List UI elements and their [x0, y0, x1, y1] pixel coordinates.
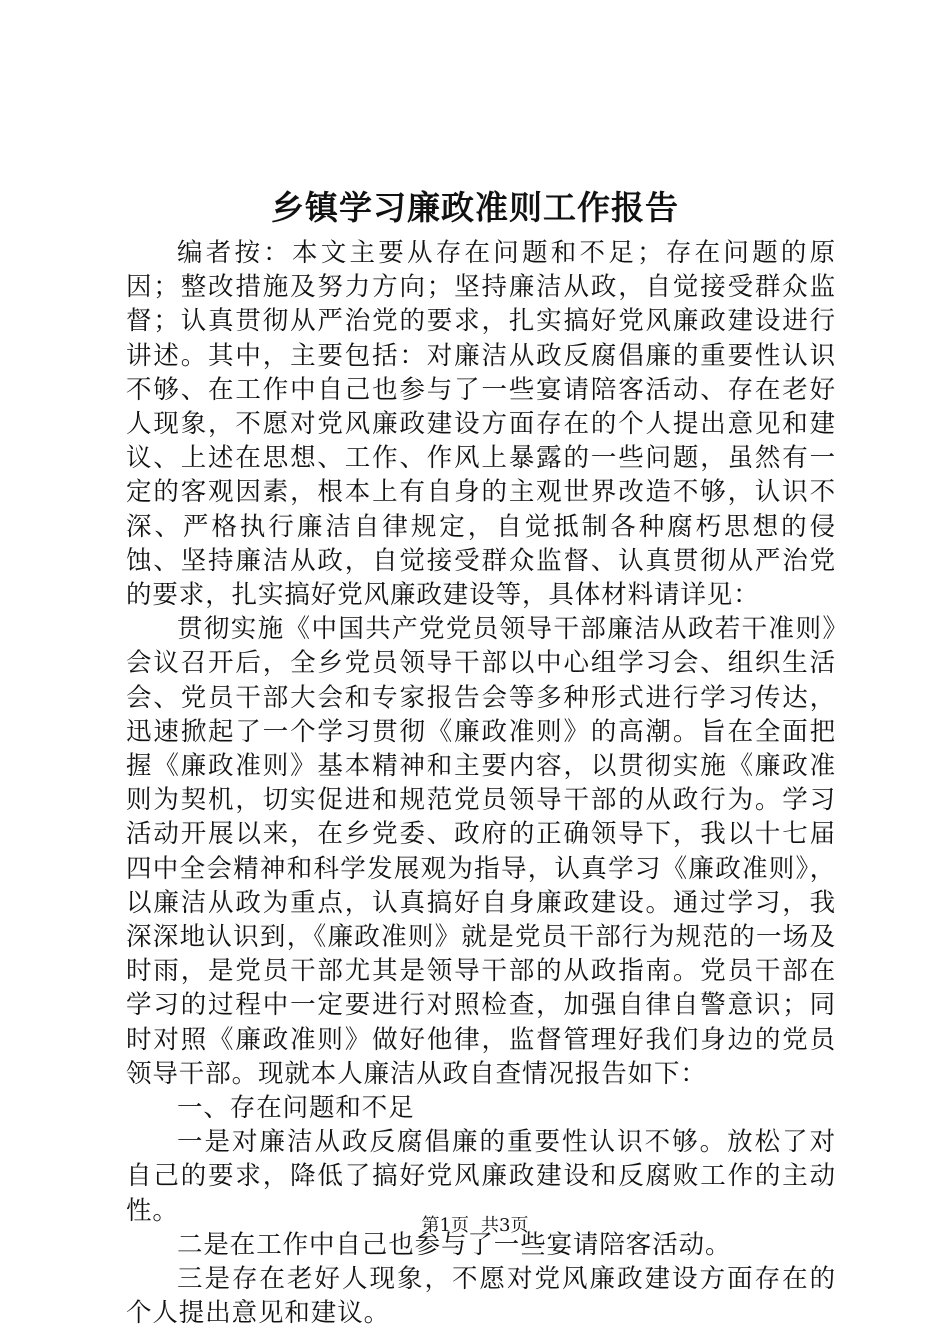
- page-number: 第1页: [421, 1215, 469, 1236]
- document-body: [126, 236, 836, 1331]
- editor-note-paragraph: 编者按：本文主要从存在问题和不足；存在问题的原因；整改措施及努力方向；坚持廉洁从政，自觉接受群众监督；认真贯彻从严治党的要求，扎实搞好党风廉政建设进行讲述。其中，主要包括：对廉洁从政反腐倡廉的重要性认识不够、在工作中自己也参与了一些宴请陪客活动、存在老好人现象，不愿对党风廉政建设方面存在的个人提出意见和建议、上述在思想、工作、作风上暴露的一些问题，虽然有一定的客观因素，根本上有自身的主观世界改造不够，认识不深、严格执行廉洁自律规定，自觉抵制各种腐朽思想的侵蚀、坚持廉洁从政，自觉接受群众监督、认真贯彻从严治党的要求，扎实搞好党风廉政建设等，具体材料请详见：: [126, 238, 836, 611]
- page-footer: [0, 1214, 950, 1238]
- body-paragraph: 贯彻实施《中国共产党党员领导干部廉洁从政若干准则》会议召开后，全乡党员领导干部以中心组学习会、组织生活会、党员干部大会和专家报告会等多种形式进行学习传达，迅速掀起了一个学习贯彻《廉政准则》的高潮。旨在全面把握《廉政准则》基本精神和主要内容，以贯彻实施《廉政准则为契机，切实促进和规范党员领导干部的从政行为。学习活动开展以来，在乡党委、政府的正确领导下，我以十七届四中全会精神和科学发展观为指导，认真学习《廉政准则》，以廉洁从政为重点，认真搞好自身廉政建设。通过学习，我深深地认识到，《廉政准则》就是党员干部行为规范的一场及时雨，是党员干部尤其是领导干部的从政指南。党员干部在学习的过程中一定要进行对照检查，加强自律自警意识；同时对照《廉政准则》做好他律，监督管理好我们身边的党员领导干部。现就本人廉洁从政自查情况报告如下：: [126, 614, 836, 1089]
- body-paragraph: 一是对廉洁从政反腐倡廉的重要性认识不够。放松了对自己的要求，降低了搞好党风廉政建设和反腐败工作的主动性。: [126, 1127, 836, 1226]
- section-heading: 一、存在问题和不足: [177, 1093, 415, 1124]
- body-paragraph: 三是存在老好人现象，不愿对党风廉政建设方面存在的个人提出意见和建议。: [126, 1264, 836, 1329]
- document-title: 乡镇学习廉政准则工作报告: [271, 188, 679, 227]
- body-paragraph: 二是在工作中自己也参与了一些宴请陪客活动。: [177, 1229, 732, 1260]
- page-total: 共3页: [481, 1215, 529, 1236]
